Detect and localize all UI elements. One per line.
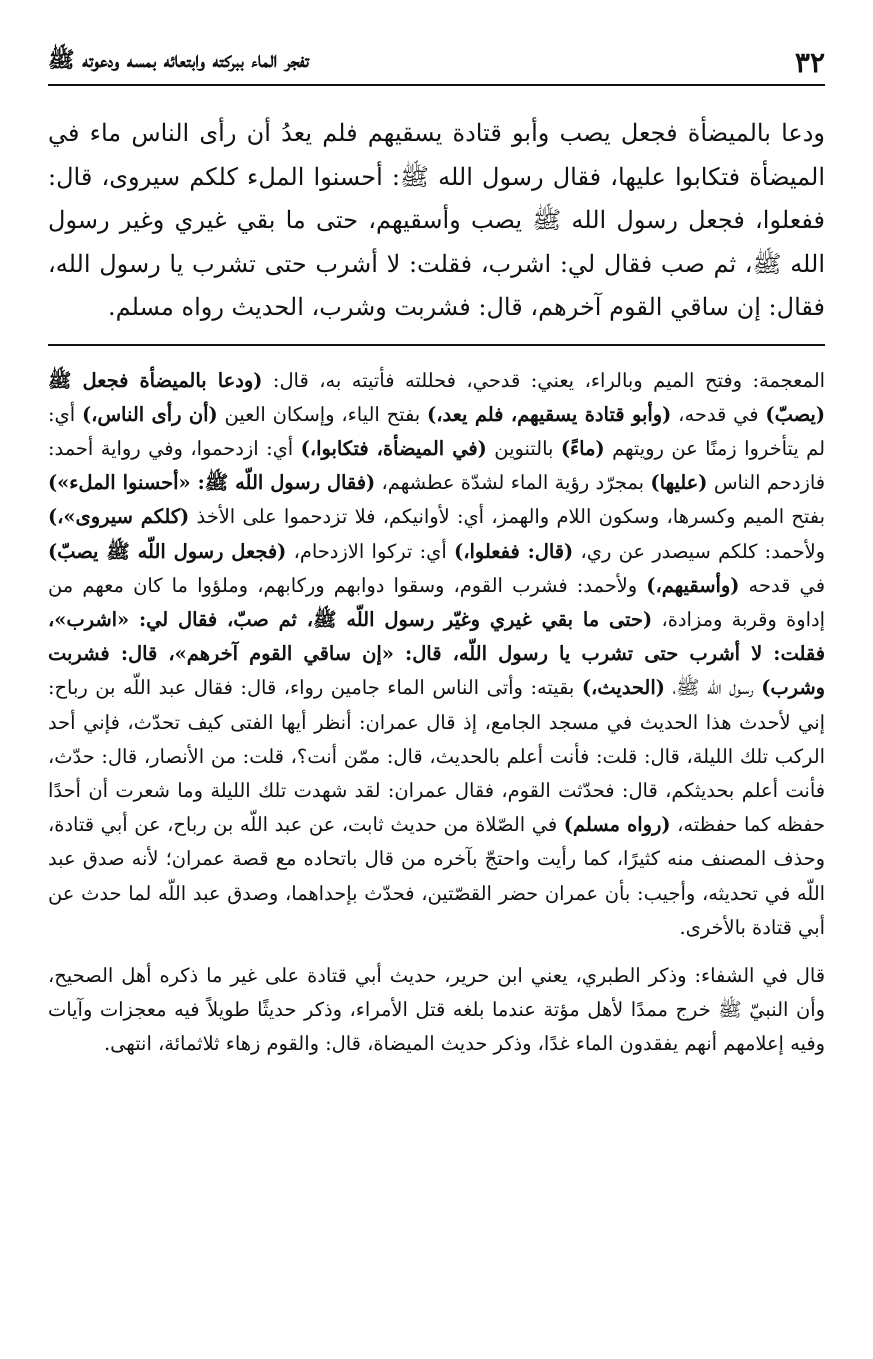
book-page <box>48 40 825 1339</box>
running-title: تفجر الماء ببركته وابتعائه بمسه ودعوته ﷺ <box>48 47 309 73</box>
quoted-phrase: (حتى ما بقي غيري وغيّر رسول اللّه ﷺ، ثم صبّ، فقال لي: «اشرب»، فقلت: لا أشرب حتى تشرب يا رسول اللّه، قال: «إن ساقي القوم آخرهم»، قال: فشربت وشرب) <box>48 607 825 700</box>
commentary-text: بفتح الميم وكسرها، وسكون اللام والهمز، أي: لأوانيكم، فلا تزدحموا على الأخذ <box>189 505 825 529</box>
commentary <box>48 364 825 1062</box>
commentary-paragraph-1 <box>48 364 825 945</box>
quoted-phrase: (ماءً) <box>560 436 605 460</box>
commentary-text: أي: ازدحموا، وفي رواية أحمد: فازدحم الناس <box>48 436 825 495</box>
commentary-text: المعجمة: وفتح الميم وبالراء، يعني: قدحي، فحللته فأتيته به، قال: <box>262 368 825 392</box>
quoted-phrase: (الحديث،) <box>581 676 665 700</box>
header-rule <box>48 84 825 86</box>
commentary-paragraph-2: قال في الشفاء: وذكر الطبري، يعني ابن حرير، حديث أبي قتادة على غير ما ذكره أهل الصحيح، وأن النبيّ ﷺ خرج ممدًا لأهل مؤتة عندما بلغه قتل الأمراء، وذكر حديثًا طويلاً فيه معجزات وآيات وفيه إعلامهم أنهم يفقدون الماء غدًا، وذكر حديث الميضاة، قال: والقوم زهاء ثلاثمائة، انتهى. <box>48 963 825 1056</box>
quoted-phrase: (فجعل رسول اللّه ﷺ يصبّ) <box>48 539 287 563</box>
page-number: ٣٢ <box>794 45 825 79</box>
page-header <box>48 40 825 84</box>
commentary-text: في الصّلاة من حديث ثابت، عن عبد اللّه بن رباح، عن أبي قتادة، وحذف المصنف منه كثيرًا، كما رأيت واحتجّ بآخره من قال باتحاده مع قصة عمران؛ لأنه صدق عبد اللّه في تحديثه، وأجيب: بأن عمران حضر القصّتين، فحدّث بإحداهما، وصدق عبد اللّه لما حدث عن أبي قتادة بالأخرى. <box>48 813 825 939</box>
commentary-text: بمجرّد رؤية الماء لشدّة عطشهم، <box>375 471 651 495</box>
commentary-text: ولأحمد: كلكم سيصدر عن ري، <box>573 539 826 563</box>
commentary-text: أي: تركوا الازدحام، <box>286 539 455 563</box>
quoted-phrase: (رواه مسلم) <box>563 813 671 837</box>
commentary-text: رسول اللّه ﷺ، <box>664 676 762 700</box>
commentary-text: ولأحمد: فشرب القوم، وسقوا دوابهم وركابهم، وملؤوا ما كان معهم من إداوة وقربة ومزادة، <box>48 573 825 631</box>
commentary-text: بالتنوين <box>486 436 561 460</box>
commentary-text: بفتح الياء، وإسكان العين <box>217 402 428 426</box>
commentary-text: في قدحه <box>739 573 825 597</box>
quoted-phrase: (وأسقيهم،) <box>646 573 740 597</box>
quoted-phrase: (كلكم سيروى»،) <box>48 505 190 529</box>
quoted-phrase: (ودعا بالميضأة فجعل ﷺ (يصبّ) <box>48 368 825 426</box>
quoted-phrase: (قال: ففعلوا،) <box>454 539 574 563</box>
quoted-phrase: (فقال رسول اللّه ﷺ: «أحسنوا الملء») <box>48 471 376 495</box>
quoted-phrase: (وأبو قتادة يسقيهم، فلم يعد،) <box>427 402 672 426</box>
main-text: ودعا بالميضأة فجعل يصب وأبو قتادة يسقيهم فلم يعدُ أن رأى الناس ماء في الميضأة فتكابوا عليها، فقال رسول الله ﷺ: أحسنوا الملء كلكم سيروى، قال: ففعلوا، فجعل رسول الله ﷺ يصب وأسقيهم، حتى ما بقي غيري وغير رسول الله ﷺ، ثم صب فقال لي: اشرب، فقلت: لا أشرب حتى تشرب يا رسول الله، فقال: إن ساقي القوم آخرهم، قال: فشربت وشرب، الحديث رواه مسلم. <box>48 119 825 321</box>
commentary-text: أي: لم يتأخروا زمنًا عن رويتهم <box>48 402 825 460</box>
quoted-phrase: (في الميضأة، فتكابوا،) <box>300 436 487 460</box>
quoted-phrase: (أن رأى الناس،) <box>81 402 218 426</box>
quoted-phrase: (عليها) <box>650 471 708 495</box>
commentary-divider <box>48 344 825 346</box>
commentary-text: في قدحه، <box>671 402 766 426</box>
commentary-text: بقيته: وأتى الناس الماء جامين رواء، قال: فقال عبد اللّه بن رباح: إني لأحدث هذا الحديث في مسجد الجامع، إذ قال عمران: أنظر أيها الفتى كيف تحدّث، فإني أحد الركب تلك الليلة، قال: قلت: فأنت أعلم بالحديث، قال: ممّن أنت؟، قلت: من الأنصار، قال: حدّث، فأنت أعلم بحديثكم، قال: فحدّثت القوم، فقال عمران: لقد شهدت تلك الليلة وما شعرت أن أحدًا حفظه كما حفظته، <box>48 676 825 837</box>
